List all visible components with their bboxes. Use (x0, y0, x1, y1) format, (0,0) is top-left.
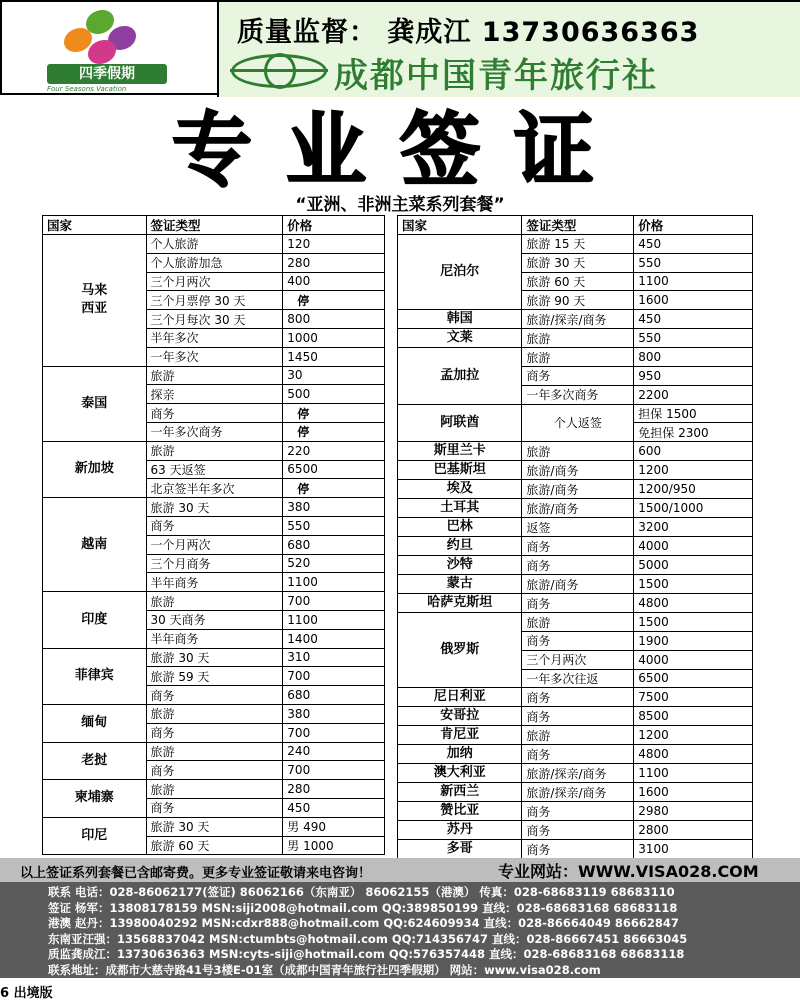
visa-type-cell: 旅游/商务 (522, 499, 634, 518)
visa-type-cell: 旅游 30 天 (146, 498, 283, 517)
package-note: 以上签证系列套餐已含邮寄费。更多专业签证敬请来电咨询！ (20, 866, 372, 881)
table-row (43, 817, 385, 836)
contact-line: 质监龚成江：13730636363 MSN:cyts-siji@hotmail.com QQ:576357448 直线：028-68683168 68683118 (48, 947, 685, 961)
price-cell: 220 (283, 441, 385, 460)
price-cell: 1200/950 (634, 480, 753, 499)
country-cell: 巴基斯坦 (398, 461, 522, 480)
price-cell: 2200 (634, 385, 753, 404)
country-cell: 埃及 (398, 480, 522, 499)
visa-type-cell: 旅游 (146, 780, 283, 799)
price-cell: 6500 (634, 669, 753, 688)
price-cell: 担保 1500 (634, 404, 753, 423)
header-right (217, 2, 800, 97)
price-cell: 450 (634, 235, 753, 254)
table-row (398, 840, 753, 859)
table-row (43, 648, 385, 667)
country-cell: 哈萨克斯坦 (398, 594, 522, 613)
price-cell: 1600 (634, 783, 753, 802)
visa-type-cell: 个人旅游加急 (146, 253, 283, 272)
country-cell: 尼泊尔 (398, 235, 522, 310)
price-cell: 男 1000 (283, 836, 385, 855)
visa-type-cell: 商务 (522, 688, 634, 707)
country-cell: 缅甸 (43, 704, 147, 742)
price-cell: 550 (634, 329, 753, 348)
price-cell: 450 (283, 798, 385, 817)
visa-type-cell: 旅游 30 天 (522, 253, 634, 272)
country-cell: 肯尼亚 (398, 726, 522, 745)
table-row (398, 821, 753, 840)
visa-type-cell: 半年商务 (146, 573, 283, 592)
price-cell: 550 (634, 253, 753, 272)
country-cell: 安哥拉 (398, 707, 522, 726)
table-row (43, 441, 385, 460)
visa-type-cell: 旅游 (522, 329, 634, 348)
country-cell: 俄罗斯 (398, 613, 522, 688)
country-cell: 文莱 (398, 329, 522, 348)
price-cell: 1200 (634, 726, 753, 745)
petal-icon (62, 10, 138, 66)
price-cell: 680 (283, 535, 385, 554)
visa-type-cell: 一个月两次 (146, 535, 283, 554)
price-cell: 1200 (634, 461, 753, 480)
column-header: 价格 (283, 216, 385, 235)
visa-type-cell: 旅游/商务 (522, 461, 634, 480)
visa-type-cell: 商务 (146, 761, 283, 780)
visa-type-cell: 探亲 (146, 385, 283, 404)
price-cell: 1500/1000 (634, 499, 753, 518)
visa-type-cell: 三个月每次 30 天 (146, 310, 283, 329)
country-cell: 新加坡 (43, 441, 147, 497)
country-cell: 巴林 (398, 518, 522, 537)
visa-type-cell: 商务 (522, 840, 634, 859)
table-row (398, 613, 753, 632)
country-cell: 泰国 (43, 366, 147, 441)
website-label: 专业网站：WWW.VISA028.COM (498, 862, 759, 881)
visa-type-cell: 63 天返签 (146, 460, 283, 479)
column-header: 国家 (398, 216, 522, 235)
visa-type-cell: 商务 (522, 802, 634, 821)
price-cell: 4000 (634, 537, 753, 556)
visa-type-cell: 商务 (522, 631, 634, 650)
table-row (398, 235, 753, 254)
visa-type-cell: 商务 (522, 366, 634, 385)
logo-name: 四季假期 (47, 64, 167, 84)
visa-type-cell: 商务 (146, 723, 283, 742)
price-cell: 1000 (283, 328, 385, 347)
country-cell: 柬埔寨 (43, 780, 147, 818)
price-cell: 男 490 (283, 817, 385, 836)
table-row (398, 442, 753, 461)
price-cell: 310 (283, 648, 385, 667)
table-row (398, 537, 753, 556)
table-row (43, 780, 385, 799)
price-cell: 280 (283, 253, 385, 272)
country-cell: 蒙古 (398, 575, 522, 594)
table-header-row (43, 216, 385, 235)
visa-type-cell: 三个月商务 (146, 554, 283, 573)
visa-price-table-left (42, 215, 385, 855)
price-cell: 500 (283, 385, 385, 404)
price-cell: 800 (634, 348, 753, 367)
visa-type-cell: 半年多次 (146, 328, 283, 347)
price-cell: 2980 (634, 802, 753, 821)
contact-line: 港澳 赵丹：13980040292 MSN:cdxr888@hotmail.com QQ:624609934 直线：028-86664049 86662847 (48, 916, 679, 930)
cyts-globe-icon (231, 54, 327, 88)
contact-line: 签证 杨军：13808178159 MSN:siji2008@hotmail.com QQ:389850199 直线：028-68683168 68683118 (48, 900, 678, 915)
visa-type-cell: 一年多次商务 (522, 385, 634, 404)
visa-type-cell: 北京签半年多次 (146, 479, 283, 498)
visa-type-cell: 旅游 (146, 704, 283, 723)
visa-type-cell: 半年商务 (146, 629, 283, 648)
visa-type-cell: 旅游 60 天 (146, 836, 283, 855)
visa-type-cell: 商务 (522, 745, 634, 764)
price-cell: 400 (283, 272, 385, 291)
table-header-row (398, 216, 753, 235)
price-cell: 3200 (634, 518, 753, 537)
price-cell: 6500 (283, 460, 385, 479)
country-cell: 印尼 (43, 817, 147, 855)
table-row (398, 783, 753, 802)
price-cell: 1100 (283, 610, 385, 629)
country-cell: 菲律宾 (43, 648, 147, 704)
country-cell: 韩国 (398, 310, 522, 329)
price-cell: 550 (283, 516, 385, 535)
country-cell: 马来 西亚 (43, 235, 147, 367)
visa-type-cell: 三个月两次 (522, 650, 634, 669)
price-cell: 1400 (283, 629, 385, 648)
table-row (398, 348, 753, 367)
country-cell: 阿联酋 (398, 404, 522, 442)
visa-type-cell: 旅游 (146, 742, 283, 761)
country-cell: 土耳其 (398, 499, 522, 518)
table-row (398, 556, 753, 575)
price-cell: 停 (283, 404, 385, 423)
country-cell: 沙特 (398, 556, 522, 575)
table-row (398, 594, 753, 613)
price-cell: 4800 (634, 745, 753, 764)
agency-name: 成都中国青年旅行社 (334, 56, 658, 96)
table-row (398, 745, 753, 764)
price-cell: 680 (283, 686, 385, 705)
visa-type-cell: 商务 (146, 798, 283, 817)
visa-type-cell: 一年多次 (146, 347, 283, 366)
visa-type-cell: 商务 (146, 686, 283, 705)
price-cell: 停 (283, 479, 385, 498)
price-cell: 700 (283, 592, 385, 611)
price-cell: 800 (283, 310, 385, 329)
table-row (43, 592, 385, 611)
table-row (398, 726, 753, 745)
visa-type-cell: 旅游/探亲/商务 (522, 783, 634, 802)
column-header: 国家 (43, 216, 147, 235)
price-cell: 380 (283, 498, 385, 517)
price-cell: 520 (283, 554, 385, 573)
price-cell: 240 (283, 742, 385, 761)
country-cell: 约旦 (398, 537, 522, 556)
visa-type-cell: 旅游 90 天 (522, 291, 634, 310)
table-row (398, 802, 753, 821)
price-cell: 5000 (634, 556, 753, 575)
country-cell: 尼日利亚 (398, 688, 522, 707)
page-subtitle: “亚洲、非洲主菜系列套餐” (295, 195, 505, 215)
country-cell: 多哥 (398, 840, 522, 859)
price-cell: 停 (283, 291, 385, 310)
country-cell: 孟加拉 (398, 348, 522, 404)
price-cell: 1500 (634, 575, 753, 594)
visa-type-cell: 旅游 59 天 (146, 667, 283, 686)
price-cell: 8500 (634, 707, 753, 726)
price-cell: 2800 (634, 821, 753, 840)
visa-type-cell: 旅游 (522, 726, 634, 745)
price-cell: 380 (283, 704, 385, 723)
price-cell: 700 (283, 761, 385, 780)
price-cell: 30 (283, 366, 385, 385)
note-bar (0, 858, 800, 882)
price-cell: 950 (634, 366, 753, 385)
table-row (398, 707, 753, 726)
visa-type-cell: 旅游/商务 (522, 480, 634, 499)
visa-type-cell: 旅游 15 天 (522, 235, 634, 254)
country-cell: 加纳 (398, 745, 522, 764)
page-footer: 6 出境版 (0, 986, 53, 1001)
table-row (398, 461, 753, 480)
price-cell: 600 (634, 442, 753, 461)
country-cell: 新西兰 (398, 783, 522, 802)
price-cell: 4800 (634, 594, 753, 613)
contact-line: 东南亚汪强：13568837042 MSN:ctumbts@hotmail.com QQ:714356747 直线：028-86667451 86663045 (48, 931, 688, 946)
visa-type-cell: 个人旅游 (146, 235, 283, 254)
price-cell: 4000 (634, 650, 753, 669)
table-row (398, 499, 753, 518)
visa-type-cell: 三个月票停 30 天 (146, 291, 283, 310)
contact-info (0, 882, 800, 978)
visa-type-cell: 旅游 (522, 442, 634, 461)
visa-type-cell: 旅游 (522, 348, 634, 367)
visa-type-cell: 商务 (522, 707, 634, 726)
price-cell: 700 (283, 667, 385, 686)
contact-line: 联系 电话：028-86062177(签证) 86062166（东南亚） 86062155（港澳） 传真：028-68683119 68683110 (48, 885, 675, 899)
table-row (398, 575, 753, 594)
visa-type-cell: 旅游 (522, 613, 634, 632)
price-cell: 1600 (634, 291, 753, 310)
visa-price-table-right (397, 215, 753, 859)
visa-type-cell: 返签 (522, 518, 634, 537)
visa-type-cell: 一年多次往返 (522, 669, 634, 688)
table-row (43, 742, 385, 761)
visa-type-cell: 30 天商务 (146, 610, 283, 629)
visa-type-cell: 旅游 (146, 441, 283, 460)
visa-type-cell: 旅游/探亲/商务 (522, 310, 634, 329)
visa-type-cell: 商务 (146, 404, 283, 423)
price-cell: 7500 (634, 688, 753, 707)
table-row (398, 480, 753, 499)
visa-type-cell: 旅游 60 天 (522, 272, 634, 291)
price-cell: 1100 (634, 272, 753, 291)
price-cell: 700 (283, 723, 385, 742)
price-cell: 280 (283, 780, 385, 799)
visa-type-cell: 一年多次商务 (146, 422, 283, 441)
table-row (43, 704, 385, 723)
price-cell: 3100 (634, 840, 753, 859)
visa-type-cell: 旅游/商务 (522, 575, 634, 594)
table-row (398, 329, 753, 348)
visa-type-cell: 旅游 30 天 (146, 648, 283, 667)
country-cell: 苏丹 (398, 821, 522, 840)
price-cell: 1100 (283, 573, 385, 592)
visa-type-cell: 旅游 (146, 592, 283, 611)
country-cell: 越南 (43, 498, 147, 592)
price-cell: 1500 (634, 613, 753, 632)
visa-type-cell: 三个月两次 (146, 272, 283, 291)
table-row (398, 310, 753, 329)
price-cell: 1450 (283, 347, 385, 366)
column-header: 价格 (634, 216, 753, 235)
visa-type-cell: 个人返签 (522, 404, 634, 442)
visa-type-cell: 旅游 30 天 (146, 817, 283, 836)
header (0, 0, 800, 95)
table-row (43, 366, 385, 385)
visa-type-cell: 商务 (522, 556, 634, 575)
table-row (43, 498, 385, 517)
table-row (43, 235, 385, 254)
table-row (398, 764, 753, 783)
country-cell: 斯里兰卡 (398, 442, 522, 461)
table-row (398, 688, 753, 707)
price-cell: 450 (634, 310, 753, 329)
logo-subtitle: Four Seasons Vacation (47, 85, 127, 93)
four-seasons-logo (32, 8, 182, 93)
visa-type-cell: 旅游/探亲/商务 (522, 764, 634, 783)
price-cell: 120 (283, 235, 385, 254)
country-cell: 老挝 (43, 742, 147, 780)
visa-type-cell: 商务 (146, 516, 283, 535)
visa-type-cell: 商务 (522, 594, 634, 613)
table-row (398, 518, 753, 537)
price-cell: 免担保 2300 (634, 423, 753, 442)
price-cell: 停 (283, 422, 385, 441)
price-cell: 1900 (634, 631, 753, 650)
column-header: 签证类型 (522, 216, 634, 235)
page-title: 专业签证 (172, 104, 628, 197)
quality-supervisor: 质量监督： 龚成江 13730636363 (237, 17, 700, 48)
visa-type-cell: 商务 (522, 537, 634, 556)
country-cell: 澳大利亚 (398, 764, 522, 783)
column-header: 签证类型 (146, 216, 283, 235)
country-cell: 赞比亚 (398, 802, 522, 821)
contact-line: 联系地址：成都市大慈寺路41号3楼E-01室（成都中国青年旅行社四季假期） 网站：www.visa028.com (48, 962, 601, 977)
table-row (398, 404, 753, 423)
country-cell: 印度 (43, 592, 147, 648)
visa-type-cell: 旅游 (146, 366, 283, 385)
visa-type-cell: 商务 (522, 821, 634, 840)
price-cell: 1100 (634, 764, 753, 783)
